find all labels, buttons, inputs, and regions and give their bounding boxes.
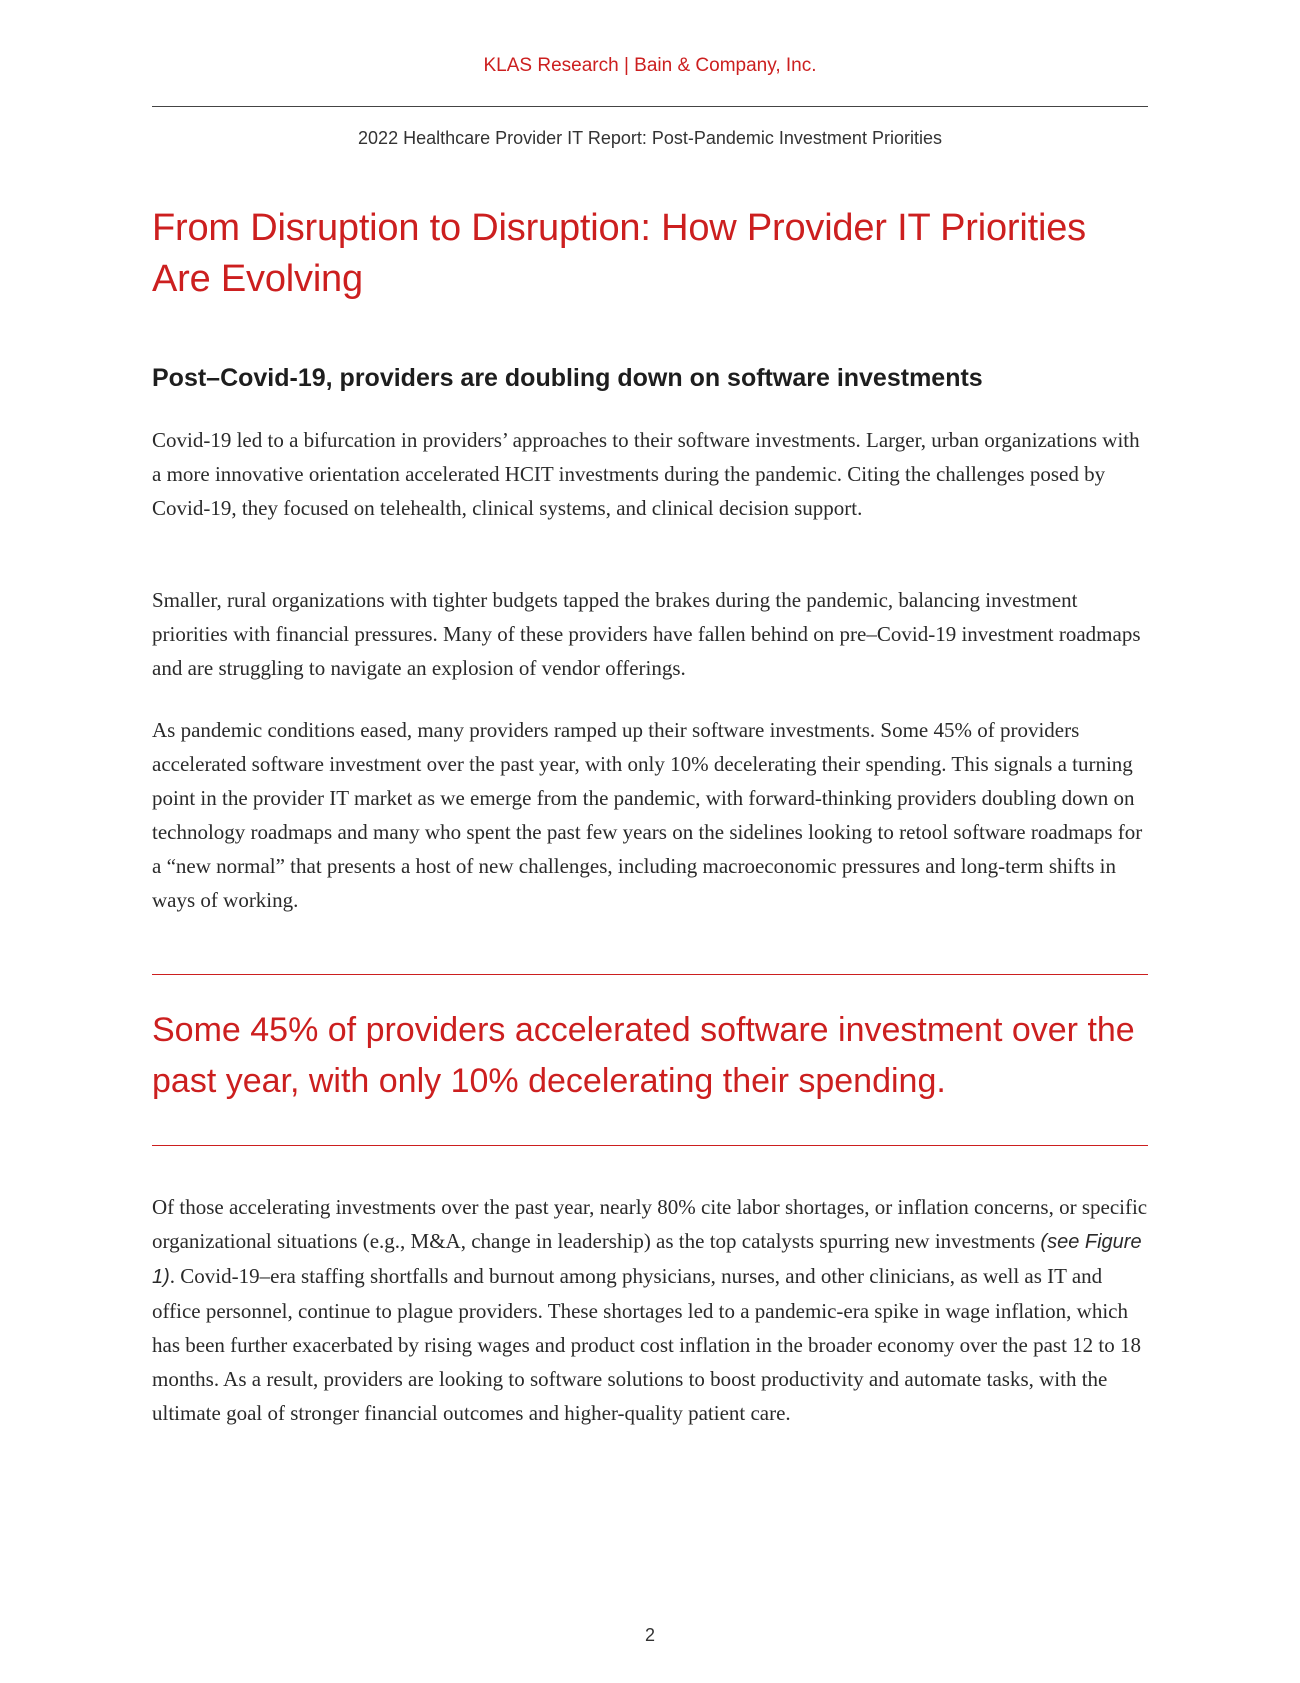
body-paragraph-2: Smaller, rural organizations with tighter budgets tapped the brakes during the pandemic, balancing investment priorities with financial pressures. Many of these providers have fallen behind on pre–Covid-19 investment roadmaps and are struggling to navigate an explosion of vendor offerings. [152,588,1141,680]
body-paragraph-3: As pandemic conditions eased, many providers ramped up their software investments. Some 45% of providers accelerated software investment over the past year, with only 10% decelerating their spending. This signals a turning point in the provider IT market as we emerge from the pandemic, with forward-thinking providers doubling down on technology roadmaps and many who spent the past few years on the sidelines looking to retool software roadmaps for a “new normal” that presents a host of new challenges, including macroeconomic pressures and long-term shifts in ways of working. [152,718,1143,912]
body-paragraph-1: Covid-19 led to a bifurcation in providers’ approaches to their software investments. Larger, urban organizations with a more innovative orientation accelerated HCIT investments during the pandemic. Citing the challenges posed by Covid-19, they focused on telehealth, clinical systems, and clinical decision support. [152,428,1140,520]
pull-quote: Some 45% of providers accelerated software investment over the past year, with only 10% decelerating their spending. [152,1011,1135,1100]
body-paragraph-4-text-end: . Covid-19–era staffing shortfalls and burnout among physicians, nurses, and other clinicians, as well as IT and office personnel, continue to plague providers. These shortages led to a pandemic-era spike in wage inflation, which has been further exacerbated by rising wages and product cost inflation in the broader economy over the past 12 to 18 months. As a result, providers are looking to software solutions to boost productivity and automate tasks, with the ultimate goal of stronger financial outcomes and higher-quality patient care. [152,1264,1142,1425]
pull-quote-bottom-divider [152,1145,1148,1146]
header-report-title: 2022 Healthcare Provider IT Report: Post-Pandemic Investment Priorities [358,128,942,148]
pull-quote-top-divider [152,974,1148,975]
page-number: 2 [644,1625,655,1645]
header-organization: KLAS Research | Bain & Company, Inc. [483,55,817,76]
page-title: From Disruption to Disruption: How Provider IT Priorities Are Evolving [152,207,1086,300]
section-heading: Post–Covid-19, providers are doubling down on software investments [152,364,983,392]
body-paragraph-4 [152,1190,1150,1430]
body-paragraph-4-text-start: Of those accelerating investments over the past year, nearly 80% cite labor shortages, or inflation concerns, or specific organizational situations (e.g., M&A, change in leadership) as the top catalysts spurring new investments [152,1195,1148,1253]
header-divider [152,106,1148,107]
figure-reference-link[interactable]: (see Figure 1) [152,1231,1142,1288]
